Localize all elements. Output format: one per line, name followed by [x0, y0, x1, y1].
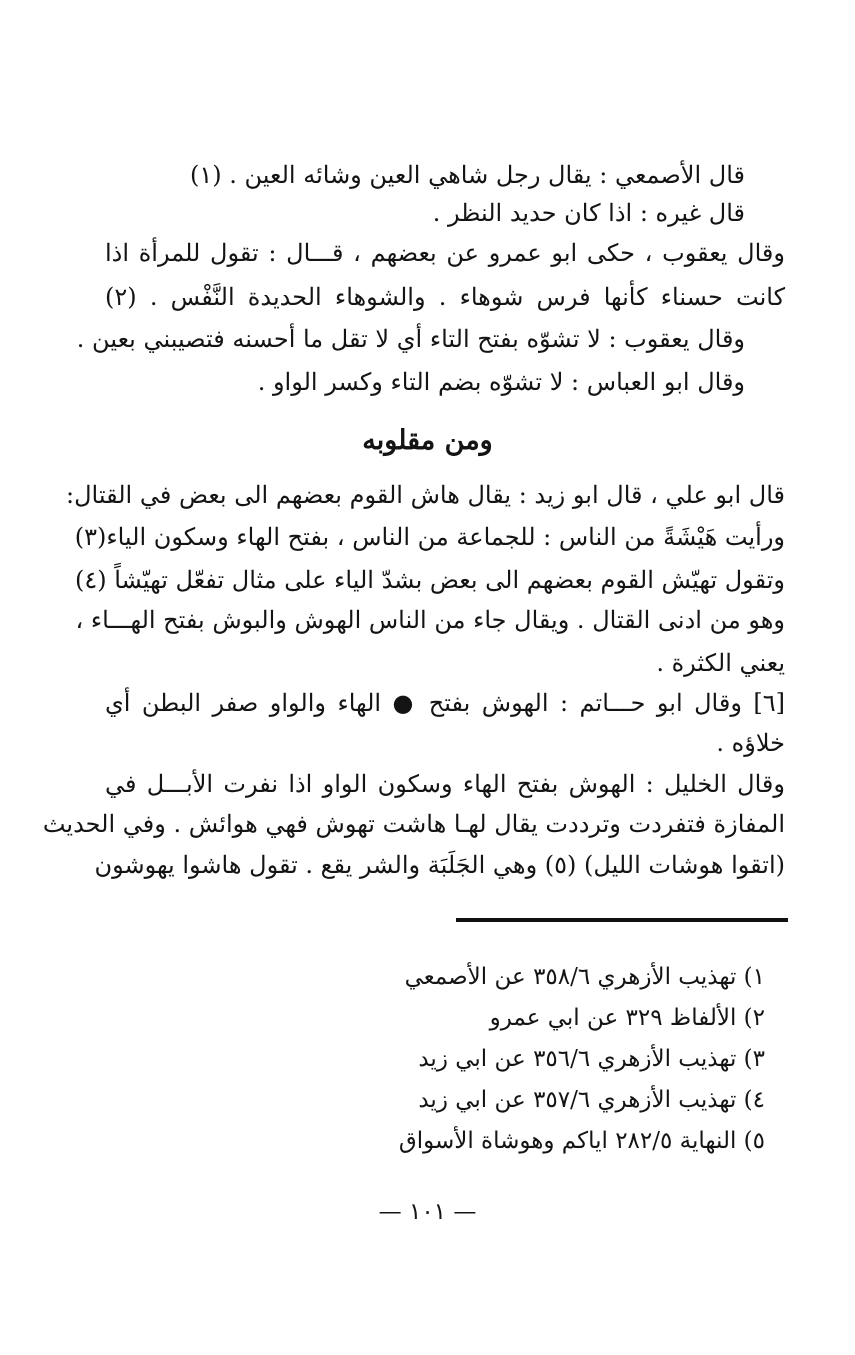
text-line-13: خلاؤه .: [716, 729, 785, 757]
footnote-3: ٣) تهذيب الأزهري ٣٥٦/٦ عن ابي زيد: [418, 1046, 765, 1072]
footnote-2: ٢) الألفاظ ٣٢٩ عن ابي عمرو: [489, 1005, 765, 1031]
text-line-10: وهو من ادنى القتال . ويقال جاء من الناس الهوش والبوش بفتح الهـــاء ،: [75, 606, 785, 634]
text-line-14: وقال الخليل : الهوش بفتح الهاء وسكون الواو اذا نفرت الأبـــل في: [105, 770, 785, 798]
text-line-7: قال ابو علي ، قال ابو زيد : يقال هاش القوم بعضهم الى بعض في القتال:: [66, 481, 785, 509]
text-line-12: [٦] وقال ابو حـــاتم : الهوش بفتح ● الهاء والواو صفر البطن أي: [105, 689, 785, 717]
text-line-9: وتقول تهيّش القوم بعضهم الى بعض بشدّ الياء على مثال تفعّل تهيّشاً (٤): [74, 566, 785, 594]
footnote-divider: [456, 918, 788, 922]
text-line-6: وقال ابو العباس : لا تشوّه بضم التاء وكسر الواو .: [257, 368, 745, 396]
page-number: — ١٠١ —: [378, 1199, 477, 1225]
text-line-2: قال غيره : اذا كان حديد النظر .: [432, 199, 745, 227]
footnote-5: ٥) النهاية ٢٨٢/٥ اياكم وهوشاة الأسواق: [398, 1128, 765, 1154]
text-line-8: ورأيت هَيْشَةً من الناس : للجماعة من الناس ، بفتح الهاء وسكون الياء(٣): [74, 523, 785, 551]
text-line-1: قال الأصمعي : يقال رجل شاهي العين وشائه العين . (١): [190, 161, 745, 189]
text-line-4: كانت حسناء كأنها فرس شوهاء . والشوهاء الحديدة النَّفْس . (٢): [105, 283, 785, 311]
text-line-15: المفازة فتفردت وترددت يقال لهـا هاشت تهوش فهي هوائش . وفي الحديث: [42, 810, 785, 838]
text-line-16: (اتقوا هوشات الليل) (٥) وهي الجَلَبَة والشر يقع . تقول هاشوا يهوشون: [94, 851, 785, 879]
text-line-5: وقال يعقوب : لا تشوّه بفتح التاء أي لا تقل ما أحسنه فتصيبني بعين .: [76, 325, 745, 353]
text-line-3: وقال يعقوب ، حكى ابو عمرو عن بعضهم ، قـــال : تقول للمرأة اذا: [105, 239, 785, 267]
section-heading: ومن مقلوبه: [362, 425, 493, 456]
footnote-4: ٤) تهذيب الأزهري ٣٥٧/٦ عن ابي زيد: [418, 1087, 765, 1113]
footnote-1: ١) تهذيب الأزهري ٣٥٨/٦ عن الأصمعي: [404, 964, 765, 990]
text-line-11: يعني الكثرة .: [656, 649, 785, 677]
